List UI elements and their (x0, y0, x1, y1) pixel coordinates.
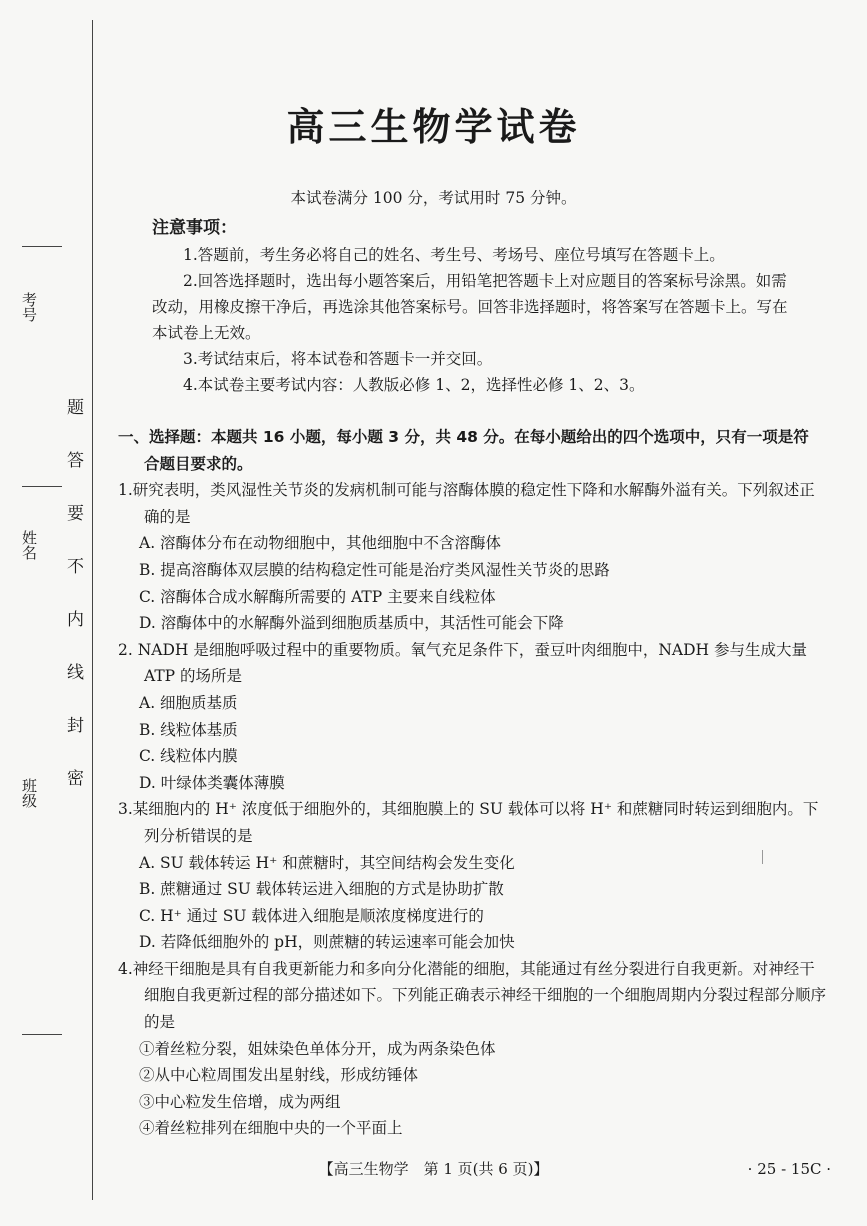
exam-info: 本试卷满分 100 分，考试用时 75 分钟。 (290, 189, 577, 207)
question-stem: 2. NADH 是细胞呼吸过程中的重要物质。氧气充足条件下，蚕豆叶肉细胞中，NADH 参与生成大量 ATP 的场所是 (118, 640, 807, 686)
option-b: B. 提高溶酶体双层膜的结构稳定性可能是治疗类风湿性关节炎的思路 (139, 560, 610, 579)
option-a: A. SU 载体转运 H⁺ 和蔗糖时，其空间结构会发生变化 (139, 853, 515, 872)
name-label: 姓名 (20, 530, 38, 560)
scan-mark (762, 850, 763, 864)
paper-code: · 25 - 15C · (747, 1160, 831, 1178)
option-c: C. 溶酶体合成水解酶所需要的 ATP 主要来自线粒体 (139, 587, 496, 606)
option-b: B. 线粒体基质 (139, 720, 238, 739)
notice-item: 3.考试结束后，将本试卷和答题卡一并交回。 (183, 350, 493, 368)
option-d: D. 溶酶体中的水解酶外溢到细胞质基质中，其活性可能会下降 (139, 614, 564, 633)
section-heading-line: 一、选择题：本题共 16 小题，每小题 3 分，共 48 分。在每小题给出的四个选项中，只有一项是符 (118, 428, 809, 446)
page-title: 高三生物学试卷 (286, 105, 581, 149)
name-underline (22, 486, 62, 487)
question-2 (118, 637, 826, 797)
question-1 (118, 477, 826, 637)
page-footer: 【高三生物学 第 1 页(共 6 页)】 (318, 1160, 549, 1178)
section-heading (118, 424, 826, 477)
notice-list (152, 242, 792, 398)
option-d: D. 若降低细胞外的 pH，则蔗糖的转运速率可能会加快 (139, 933, 515, 952)
option-a: A. 溶酶体分布在动物细胞中，其他细胞中不含溶酶体 (139, 534, 502, 553)
question-stem: 1.研究表明，类风湿性关节炎的发病机制可能与溶酶体膜的稳定性下降和水解酶外溢有关。下列叙述正确的是 (118, 481, 815, 526)
section-heading-line: 合题目要求的。 (144, 454, 253, 473)
process-item: ②从中心粒周围发出星射线，形成纺锤体 (139, 1066, 419, 1085)
option-a: A. 细胞质基质 (139, 693, 238, 712)
exam-number-label: 考号 (20, 292, 38, 322)
notice-item: 4.本试卷主要考试内容：人教版必修 1、2，选择性必修 1、2、3。 (183, 376, 645, 394)
option-b: B. 蔗糖通过 SU 载体转运进入细胞的方式是协助扩散 (139, 880, 504, 899)
class-underline (22, 1034, 62, 1035)
question-3 (118, 796, 826, 956)
question-stem: 4.神经干细胞是具有自我更新能力和多向分化潜能的细胞，其能通过有丝分裂进行自我更新。对神经干细胞自我更新过程的部分描述如下。下列能正确表示神经干细胞的一个细胞周期内分裂过程部分顺序的是 (118, 959, 827, 1032)
notice-item: 1.答题前，考生务必将自己的姓名、考生号、考场号、座位号填写在答题卡上。 (183, 246, 725, 264)
option-d: D. 叶绿体类囊体薄膜 (139, 773, 285, 792)
class-label: 班级 (20, 778, 38, 808)
notice-item: 2.回答选择题时，选出每小题答案后，用铅笔把答题卡上对应题目的答案标号涂黑。如需改动，用橡皮擦干净后，再选涂其他答案标号。回答非选择题时，将答案写在答题卡上。写在本试卷上无效。 (152, 272, 788, 342)
exam-number-underline (22, 246, 62, 247)
question-4 (118, 956, 826, 1142)
question-section (118, 424, 826, 1142)
seal-line-warning: 题答要不内线封密 (63, 398, 83, 822)
option-c: C. 线粒体内膜 (139, 747, 238, 766)
process-item: ④着丝粒排列在细胞中央的一个平面上 (139, 1119, 403, 1138)
notice-heading: 注意事项： (152, 218, 237, 238)
option-c: C. H⁺ 通过 SU 载体进入细胞是顺浓度梯度进行的 (139, 906, 484, 925)
process-item: ①着丝粒分裂，姐妹染色单体分开，成为两条染色体 (139, 1039, 496, 1058)
question-stem: 3.某细胞内的 H⁺ 浓度低于细胞外的，其细胞膜上的 SU 载体可以将 H⁺ 和蔗糖同时转运到细胞内。下列分析错误的是 (118, 800, 819, 845)
process-item: ③中心粒发生倍增，成为两组 (139, 1092, 341, 1111)
